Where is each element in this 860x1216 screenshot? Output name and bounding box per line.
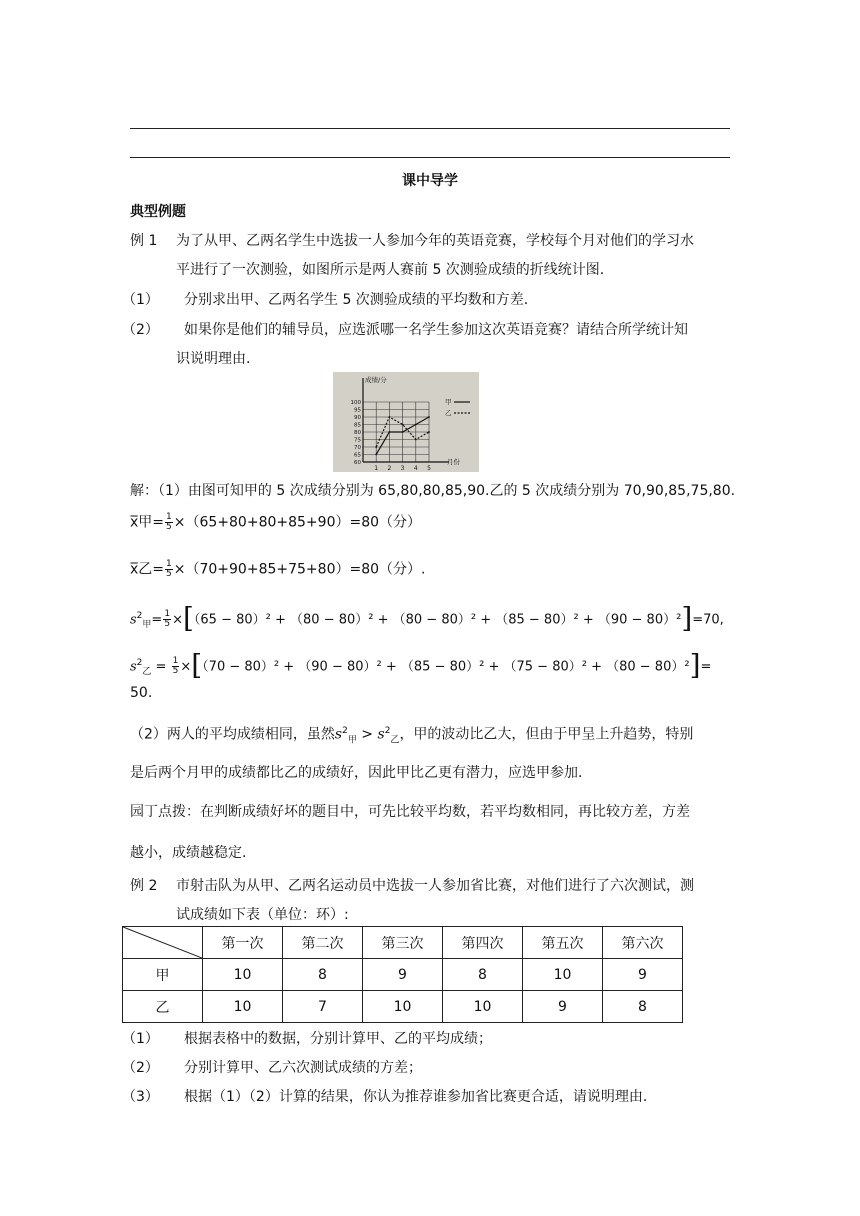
variance-yi-line: $s^2_乙$ = $\frac{1}{5}$ ×[（70 − 80）² + （90 − 80）² + （85 − 80）² + （75 − 80）² + （80 − 80）²]= (130, 648, 712, 682)
variance-yi-tail: 50. (130, 685, 153, 701)
s-symbol: s (130, 659, 137, 675)
frac-den: 5 (166, 522, 172, 532)
diagonal-line (123, 927, 202, 958)
ex1-q1-num: （1） (122, 292, 159, 308)
var-yi-terms: （70 − 80）² + （90 − 80）² + （85 − 80）² + （75 − 80）² + （80 − 80）² (202, 659, 690, 675)
var-jia-sub: 甲 (142, 619, 152, 630)
data-point (375, 454, 377, 456)
score-table (122, 926, 683, 1023)
y-tick-label: 85 (354, 422, 361, 429)
table-cell: 9 (523, 991, 603, 1023)
x-tick-label: 4 (413, 465, 418, 472)
var-jia-result: =70, (692, 612, 724, 628)
part2-a: （2）两人的平均成绩相同，虽然 (130, 726, 335, 743)
table-cell: 8 (603, 991, 683, 1023)
s-symbol: s (130, 612, 137, 628)
ex2-line1: 市射击队为从甲、乙两名运动员中选拔一人参加省比赛，对他们进行了六次测试，测 (176, 878, 694, 894)
header-cell: 第五次 (523, 927, 603, 959)
part2-line1: （2）两人的平均成绩相同，虽然$s^2_甲 > s^2_乙$，甲的波动比乙大，但由于甲呈上升趋势，特别 (130, 726, 694, 746)
x-tick-label: 1 (374, 465, 379, 472)
var-sup: 2 (342, 726, 348, 736)
tip-line1: 园丁点拨：在判断成绩好坏的题目中，可先比较平均数，若平均数相同，再比较方差，方差 (130, 804, 690, 820)
ex2-q1-num: （1） (122, 1031, 159, 1047)
line-chart-photo (333, 372, 479, 472)
var-yi-sub: 乙 (142, 666, 152, 677)
left-bracket: [ (191, 648, 203, 682)
s-symbol: s (377, 726, 385, 743)
frac-num: 1 (172, 656, 179, 667)
frac-num: 1 (166, 559, 172, 569)
fraction-one-fifth (172, 657, 180, 676)
var-sup: 2 (384, 726, 391, 736)
frac-den: 5 (166, 569, 172, 579)
y-tick-label: 70 (354, 445, 361, 451)
frac-num: 1 (164, 609, 171, 620)
ex2-q2: 分别计算甲、乙六次测试成绩的方差； (184, 1060, 422, 1076)
ex2-q1: 根据表格中的数据，分别计算甲、乙的平均成绩； (184, 1031, 492, 1047)
data-point (389, 416, 391, 418)
data-point (415, 424, 417, 426)
table-cell: 9 (363, 959, 443, 991)
data-point (389, 431, 391, 433)
ex2-q3: 根据（1）（2）计算的结果，你认为推荐谁参加省比赛更合适，请说明理由. (184, 1089, 648, 1105)
right-bracket: ] (689, 648, 701, 682)
table-cell: 10 (203, 959, 283, 991)
part2-b: ，甲的波动比乙大，但由于甲呈上升趋势，特别 (399, 726, 694, 743)
mean-jia-expr: ×（65+80+80+85+90）=80（分） (173, 514, 422, 531)
corner-cell (123, 927, 203, 959)
var-jia-terms: （65 − 80）² + （80 − 80）² + （80 − 80）² + （85 − 80）² + （90 − 80）² (193, 612, 682, 628)
ex1-q2-num: （2） (122, 322, 159, 338)
frac-num: 1 (166, 512, 172, 522)
table-cell: 8 (283, 959, 363, 991)
y-axis-label: 成绩/分 (365, 376, 387, 384)
frac-den: 5 (164, 619, 171, 630)
data-point (402, 424, 404, 426)
fraction-one-fifth (165, 513, 173, 532)
left-bracket: [ (182, 601, 194, 635)
y-tick-label: 95 (354, 407, 361, 414)
var-jia-sub: 甲 (347, 735, 357, 746)
tip-line2: 越小，成绩越稳定. (130, 845, 247, 861)
legend-label: 甲 (445, 398, 452, 406)
x-tick-label: 2 (387, 465, 392, 472)
line-chart (333, 372, 479, 472)
data-point (402, 431, 404, 433)
mean-yi-label: x̅乙= (130, 561, 165, 578)
table-cell: 8 (443, 959, 523, 991)
y-tick-label: 100 (350, 400, 361, 406)
header-rule-top (130, 128, 730, 129)
header-cell: 第六次 (603, 927, 683, 959)
fraction-one-fifth (163, 610, 171, 629)
ex1-q2-line1: 如果你是他们的辅导员，应选派哪一名学生参加这次英语竞赛？请结合所学统计知 (184, 322, 688, 338)
table-cell: 10 (443, 991, 523, 1023)
ex1-line2: 平进行了一次测验，如图所示是两人赛前 5 次测验成绩的折线统计图. (176, 262, 605, 278)
y-tick-label: 80 (354, 430, 361, 436)
solution-intro: 解：（1）由图可知甲的 5 次成绩分别为 65,80,80,85,90.乙的 5 次成绩分别为 70,90,85,75,80. (130, 483, 736, 499)
header-cell: 第二次 (283, 927, 363, 959)
ex2-q3-num: （3） (122, 1089, 159, 1105)
table-header-row (123, 927, 683, 959)
part2-line2: 是后两个月甲的成绩都比乙的成绩好，因此甲比乙更有潜力，应选甲参加. (130, 765, 583, 781)
data-point (428, 431, 430, 433)
mean-jia-label: x̅甲= (130, 514, 165, 531)
y-tick-label: 75 (354, 437, 361, 444)
legend-label: 乙 (445, 409, 452, 417)
var-sup: 2 (136, 658, 143, 668)
header-cell: 第四次 (443, 927, 523, 959)
table-cell: 7 (283, 991, 363, 1023)
ex1-q1: 分别求出甲、乙两名学生 5 次测验成绩的平均数和方差. (184, 292, 529, 308)
x-tick-label: 5 (427, 465, 431, 472)
subsection-title: 典型例题 (130, 204, 186, 220)
x-axis-label: 月份 (447, 458, 460, 466)
y-tick-label: 90 (354, 415, 361, 421)
y-tick-label: 65 (354, 452, 361, 459)
mean-yi-line (130, 560, 425, 579)
s-symbol: s (334, 726, 343, 743)
frac-den: 5 (172, 666, 179, 677)
ex2-line2: 试成绩如下表（单位：环）: (176, 907, 349, 923)
header-cell: 第一次 (203, 927, 283, 959)
table-cell: 9 (603, 959, 683, 991)
var-sup: 2 (136, 611, 143, 621)
section-title: 课中导学 (402, 173, 458, 189)
ex1-line1: 为了从甲、乙两名学生中选拔一人参加今年的英语竞赛，学校每个月对他们的学习水 (176, 233, 694, 249)
table-cell: 10 (523, 959, 603, 991)
mean-jia-line (130, 513, 421, 532)
data-point (428, 416, 430, 418)
fraction-one-fifth (165, 560, 173, 579)
right-bracket: ] (681, 601, 693, 635)
ex2-q2-num: （2） (122, 1060, 159, 1076)
y-tick-label: 60 (354, 460, 361, 466)
mean-yi-expr: ×（70+90+85+75+80）=80（分）. (173, 561, 426, 578)
var-yi-sub: 乙 (390, 735, 400, 746)
data-point (375, 446, 377, 448)
header-rule-bottom (130, 157, 730, 158)
header-cell: 第三次 (363, 927, 443, 959)
row-name: 甲 (123, 959, 203, 991)
ex1-q2-line2: 识说明理由. (176, 351, 251, 367)
row-name: 乙 (123, 991, 203, 1023)
table-row (123, 991, 683, 1023)
data-point (415, 439, 417, 441)
table-cell: 10 (203, 991, 283, 1023)
variance-jia-line: $s^2_甲=$ $\frac{1}{5}$ ×[（65 − 80）² + （80 − 80）² + （80 − 80）² + （85 − 80）² + （90 − 80）²]=70, (130, 601, 724, 635)
table-row (123, 959, 683, 991)
ex1-label: 例 1 (130, 233, 158, 249)
var-yi-result: = (700, 659, 712, 675)
ex2-label: 例 2 (130, 878, 158, 894)
x-tick-label: 3 (400, 465, 405, 472)
table-cell: 10 (363, 991, 443, 1023)
